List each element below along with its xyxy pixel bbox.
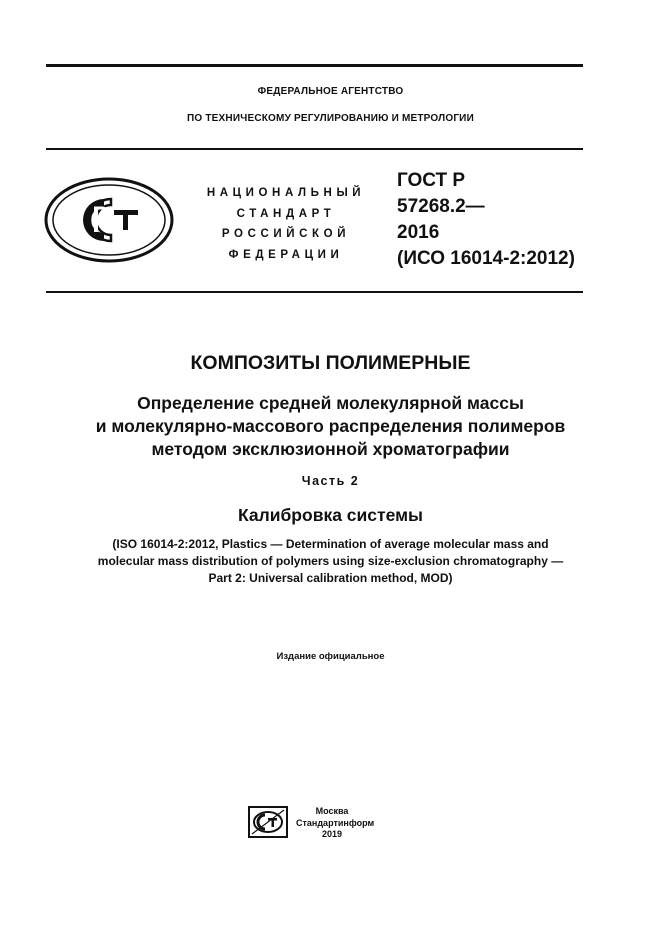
publisher-city: Москва: [315, 806, 349, 816]
iso-reference-line: Part 2: Universal calibration method, MOD): [208, 571, 453, 585]
national-standard-line: ФЕДЕРАЦИИ: [228, 248, 344, 261]
gost-r-logo-icon: [44, 177, 174, 263]
part-title: Калибровка системы: [238, 505, 423, 525]
publisher-year: 2019: [321, 829, 343, 839]
national-standard-label: [196, 183, 376, 265]
national-standard-line: СТАНДАРТ: [236, 207, 336, 220]
subtitle-line: и молекулярно-массового распределения полимеров: [95, 416, 566, 436]
standartinform-logo-icon: [248, 806, 288, 838]
section-rule: [46, 291, 583, 293]
document-title: КОМПОЗИТЫ ПОЛИМЕРНЫЕ: [190, 352, 471, 374]
agency-name-line-2: ПО ТЕХНИЧЕСКОМУ РЕГУЛИРОВАНИЮ И МЕТРОЛОГИИ: [187, 113, 474, 124]
national-standard-line: НАЦИОНАЛЬНЫЙ: [206, 187, 366, 199]
national-standard-line: РОССИЙСКОЙ: [221, 228, 351, 240]
standard-number-line: ГОСТ Р: [397, 170, 466, 191]
standard-number: [397, 168, 597, 272]
standard-number-line: (ИСО 16014-2:2012): [397, 248, 575, 269]
iso-reference-line: (ISO 16014-2:2012, Plastics — Determination of average molecular mass and: [112, 537, 549, 551]
agency-name-line-1: ФЕДЕРАЛЬНОЕ АГЕНТСТВО: [257, 86, 404, 97]
part-number: Часть 2: [301, 474, 360, 488]
standard-number-line: 2016: [397, 222, 440, 243]
iso-reference: [0, 536, 661, 587]
edition-label: Издание официальное: [276, 651, 385, 662]
header-rule: [46, 148, 583, 150]
subtitle-line: Определение средней молекулярной массы: [137, 393, 524, 413]
subtitle-line: методом эксклюзионной хроматографии: [151, 439, 510, 459]
top-rule: [46, 64, 583, 67]
publisher-name: Стандартинформ: [296, 817, 375, 828]
standard-number-line: 57268.2—: [397, 196, 485, 217]
document-subtitle: [0, 392, 661, 461]
iso-reference-line: molecular mass distribution of polymers using size-exclusion chromatography —: [97, 554, 564, 568]
publisher-info: [296, 806, 375, 841]
